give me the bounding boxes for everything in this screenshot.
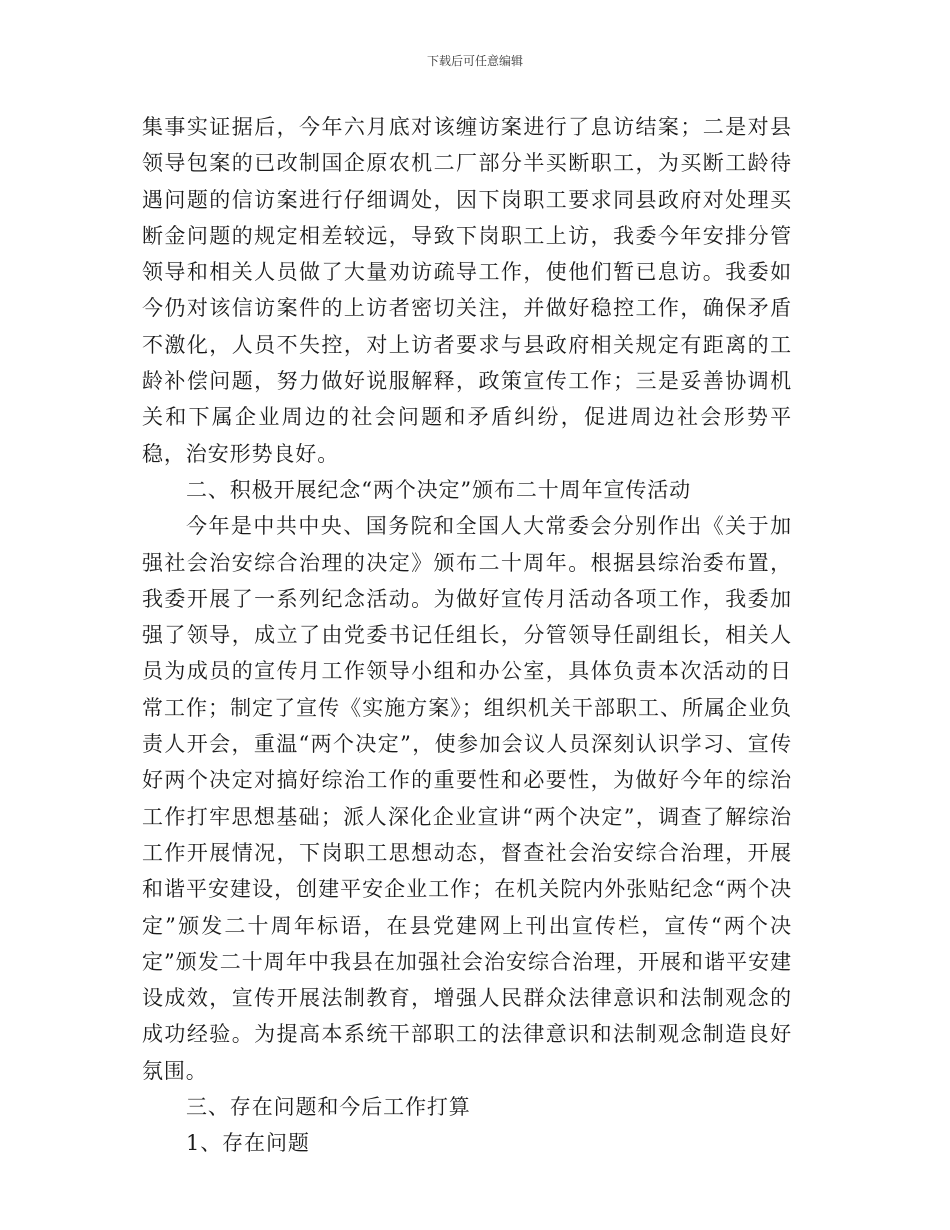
section-heading: 三、存在问题和今后工作打算: [186, 1095, 471, 1120]
page-header: 下载后可任意编辑: [426, 54, 523, 68]
body-paragraph: 集事实证据后，今年六月底对该缠访案进行了息访结案；二是对县领导包案的已改制国企原农机二厂部分半买断职工，为买断工龄待遇问题的信访案进行仔细调处，因下岗职工要求同县政府对处理买断金问题的规定相差较远，导致下岗职工上访，我委今年安排分管领导和相关人员做了大量劝访疏导工作，使他们暂已息访。我委如今仍对该信访案件的上访者密切关注，并做好稳控工作，确保矛盾不激化，人员不失控，对上访者要求与县政府相关规定有距离的工龄补偿问题，努力做好说服解释，政策宣传工作；三是妥善协调机关和下属企业周边的社会问题和矛盾纠纷，促进周边社会形势平稳，治安形势良好。: [142, 115, 792, 466]
document-body: [142, 109, 792, 1162]
body-paragraph: 今年是中共中央、国务院和全国人大常委会分别作出《关于加强社会治安综合治理的决定》颁布二十周年。根据县综治委布置，我委开展了一系列纪念活动。为做好宣传月活动各项工作，我委加强了领导，成立了由党委书记任组长，分管领导任副组长，相关人员为成员的宣传月工作领导小组和办公室，具体负责本次活动的日常工作；制定了宣传《实施方案》；组织机关干部职工、所属企业负责人开会，重温“两个决定”，使参加会议人员深刻认识学习、宣传好两个决定对搞好综治工作的重要性和必要性，为做好今年的综治工作打牢思想基础；派人深化企业宣讲“两个决定”，调查了解综治工作开展情况，下岗职工思想动态，督查社会治安综合治理，开展和谐平安建设，创建平安企业工作；在机关院内外张贴纪念“两个决定”颁发二十周年标语，在县党建网上刊出宣传栏，宣传“两个决定”颁发二十周年中我县在加强社会治安综合治理，开展和谐平安建设成效，宣传开展法制教育，增强人民群众法律意识和法制观念的成功经验。为提高本系统干部职工的法律意识和法制观念制造良好氛围。: [142, 514, 792, 1083]
section-heading: 二、积极开展纪念“两个决定”颁布二十周年宣传活动: [186, 477, 692, 502]
subsection-heading: 1、存在问题: [186, 1131, 310, 1156]
